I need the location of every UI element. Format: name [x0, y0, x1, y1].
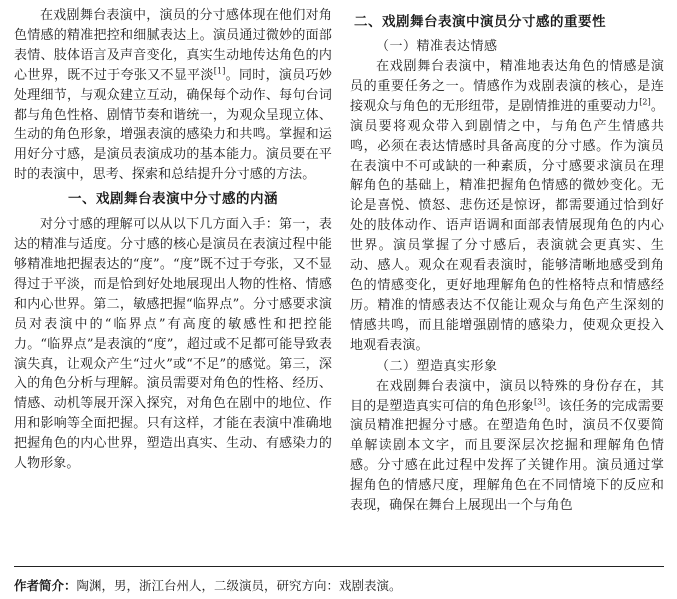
subsection-heading-1: （一）精准表达情感 [376, 39, 498, 54]
subsection-1-text-a: 在戏剧舞台表演中，精准地表达角色的情感是演员的重要任务之一。情感作为戏剧表演的核心，是连接观众与角色的无形纽带，是剧情推进的重要动力 [350, 59, 664, 114]
footnote-label: 作者简介： [14, 578, 77, 593]
subsection-2-text-b: 。该任务的完成需要演员精准把握分寸感。在塑造角色时，演员不仅要简单解读剧本文字，而且要深层次挖掘和理解角色情感。分寸感在此过程中发挥了关键作用。演员通过掌握角色的情感尺度，理解角色在不同情境下的反应和表现，确保在舞台上展现出一个与角色 [350, 398, 664, 514]
subsection-1-paragraph [350, 57, 664, 356]
right-column [350, 6, 664, 516]
intro-text-b: 。同时，演员巧妙处理细节，与观众建立互动，确保每个动作、每句台词都与角色性格、剧情节奏和谐统一，为观众呈现立体、生动的角色形象，增强表演的感染力和共鸣。掌握和运用好分寸感，是演员表演成功的基本能力。演员要在平时的表演中，思考、探索和总结提升分寸感的方法。 [14, 67, 332, 183]
subsection-heading-2: （二）塑造真实形象 [376, 358, 498, 374]
footnote-divider [14, 566, 664, 567]
subsection-2-paragraph [350, 377, 664, 516]
intro-text-a: 在戏剧舞台表演中，演员的分寸感体现在他们对角色情感的精准把控和细腻表达上。演员通过微妙的面部表情、肢体语言及声音变化，真实生动地传达角色的内心世界，既不过于夸张又不显平淡 [14, 8, 332, 83]
subsection-1-text-b: 。演员要将观众带入到剧情之中，与角色产生情感共鸣，必须在表达情感时具备高度的分寸感。作为演员在表演中不可或缺的一种素质，分寸感要求演员在理解角色的基础上，精准把握角色情感的微妙变化。无论是喜悦、愤怒、悲伤还是惊讶，都需要通过恰到好处的肢体动作、语声语调和面部表情展现角色的内心世界。演员掌握了分寸感后，表演就会更真实、生动、感人。观众在观看表演时，能够清晰地感受到角色的情感变化，更好地理解角色的性格特点和情感经历。精准的情感表达不仅能让观众与角色产生深刻的情感共鸣，而且能增强剧情的感染力，使观众更投入地观看表演。 [350, 98, 664, 353]
left-column [14, 6, 332, 474]
intro-paragraph [14, 6, 332, 185]
section-heading-1: 一、戏剧舞台表演中分寸感的内涵 [68, 191, 278, 208]
author-footnote [14, 577, 664, 595]
citation-ref-3[interactable]: [3] [534, 397, 546, 407]
subsection-2-text-a: 在戏剧舞台表演中，演员以特殊的身份存在，其目的是塑造真实可信的角色形象 [350, 378, 664, 414]
citation-ref-2[interactable]: [2] [639, 97, 651, 107]
footnote-text: 陶渊，男，浙江台州人，二级演员，研究方向：戏剧表演。 [76, 578, 402, 593]
section-heading-2: 二、戏剧舞台表演中演员分寸感的重要性 [354, 14, 606, 30]
citation-ref-1[interactable]: [1] [213, 66, 226, 76]
section-1-paragraph: 对分寸感的理解可以从以下几方面入手：第一，表达的精准与适度。分寸感的核心是演员在表演过程中能够精准地把握表达的“度”。“度”既不过于夸张，又不显得过于平淡，而是恰到好处地展现出人物的性格、情感和内心世界。第二，敏感把握“临界点”。分寸感要求演员对表演中的“临界点”有高度的敏感性和把控能力。“临界点”是表演的“度”，超过或不足都可能导致表演失真，让观众产生“过火”或“不足”的感觉。第三，深入的角色分析与理解。演员需要对角色的性格、经历、情感、动机等展开深入探究，对角色在剧中的地位、作用和影响等全面把握。只有这样，才能在表演中准确地把握角色的内心世界，塑造出真实、生动、有感染力的人物形象。 [14, 217, 332, 472]
